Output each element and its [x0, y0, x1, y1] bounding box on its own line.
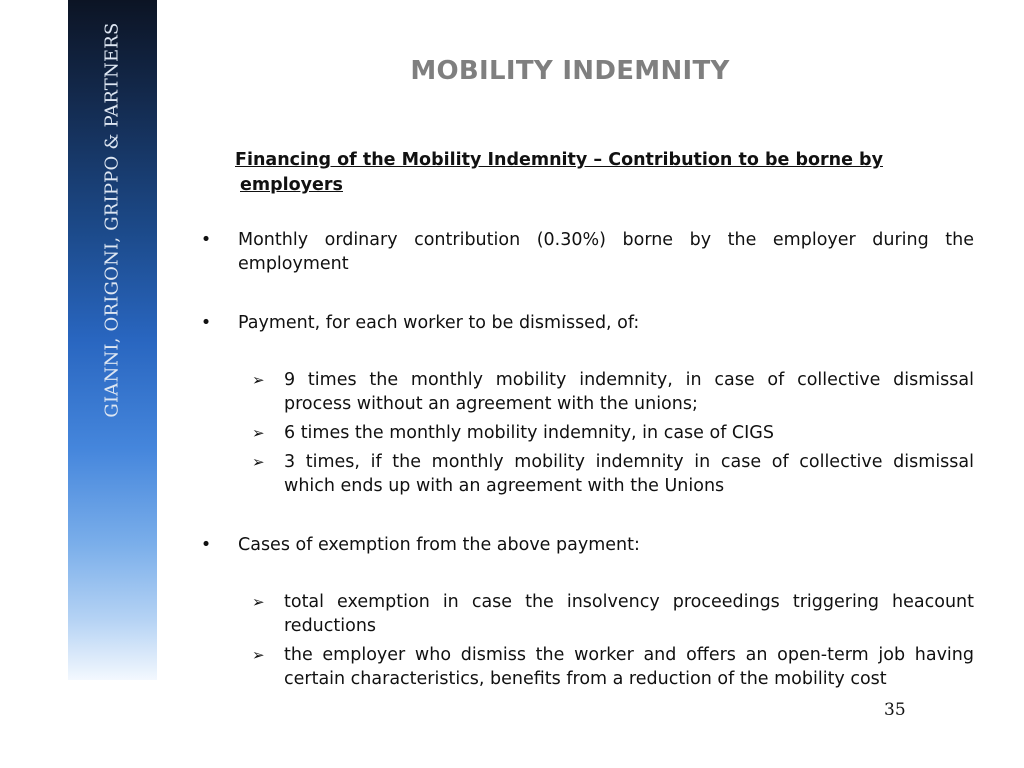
sub-item-text: total exemption in case the insolvency proceedings triggering heacount reductions — [284, 592, 974, 636]
sub-item-text: 9 times the monthly mobility indemnity, in case of collective dismissal process without an agreement with the unions; — [284, 370, 974, 414]
sub-item-text: 3 times, if the monthly mobility indemnity in case of collective dismissal which ends up with an agreement with the Unions — [284, 452, 974, 496]
arrow-bullet-icon: ➢ — [252, 646, 265, 664]
subtitle-line-1: Financing of the Mobility Indemnity – Contribution to be borne by — [235, 150, 883, 170]
slide-body — [200, 228, 974, 691]
sub-item-text: 6 times the monthly mobility indemnity, in case of CIGS — [284, 423, 774, 443]
sub-item-text: the employer who dismiss the worker and offers an open-term job having certain characteristics, benefits from a reduction of the mobility cost — [284, 645, 974, 689]
arrow-bullet-icon: ➢ — [252, 424, 265, 442]
arrow-bullet-icon: ➢ — [252, 371, 265, 389]
sub-list-item — [252, 450, 974, 498]
bullet-text: Monthly ordinary contribution (0.30%) borne by the employer during the employment — [238, 230, 974, 274]
sub-list-item — [252, 368, 974, 416]
arrow-bullet-icon: ➢ — [252, 593, 265, 611]
spacer — [200, 498, 974, 533]
bullet-text: Cases of exemption from the above payment: — [238, 535, 640, 555]
bullet-item — [200, 228, 974, 276]
bullet-marker: • — [200, 313, 212, 333]
spacer — [200, 335, 974, 363]
firm-logo-text: GIANNI, ORIGONI, GRIPPO & PARTNERS — [101, 22, 123, 418]
subtitle-line-2: employers — [240, 175, 343, 195]
bullet-marker: • — [200, 535, 212, 555]
sub-list-item — [252, 421, 974, 445]
sub-list-item — [252, 590, 974, 638]
spacer — [200, 557, 974, 585]
bullet-item — [200, 533, 974, 557]
bullet-item — [200, 311, 974, 335]
arrow-bullet-icon: ➢ — [252, 453, 265, 471]
bullet-text: Payment, for each worker to be dismissed, of: — [238, 313, 640, 333]
page-number: 35 — [884, 700, 906, 720]
page-title: MOBILITY INDEMNITY — [410, 56, 730, 86]
spacer — [200, 276, 974, 311]
section-subtitle — [232, 148, 977, 198]
bullet-marker: • — [200, 230, 212, 250]
sub-list-item — [252, 643, 974, 691]
